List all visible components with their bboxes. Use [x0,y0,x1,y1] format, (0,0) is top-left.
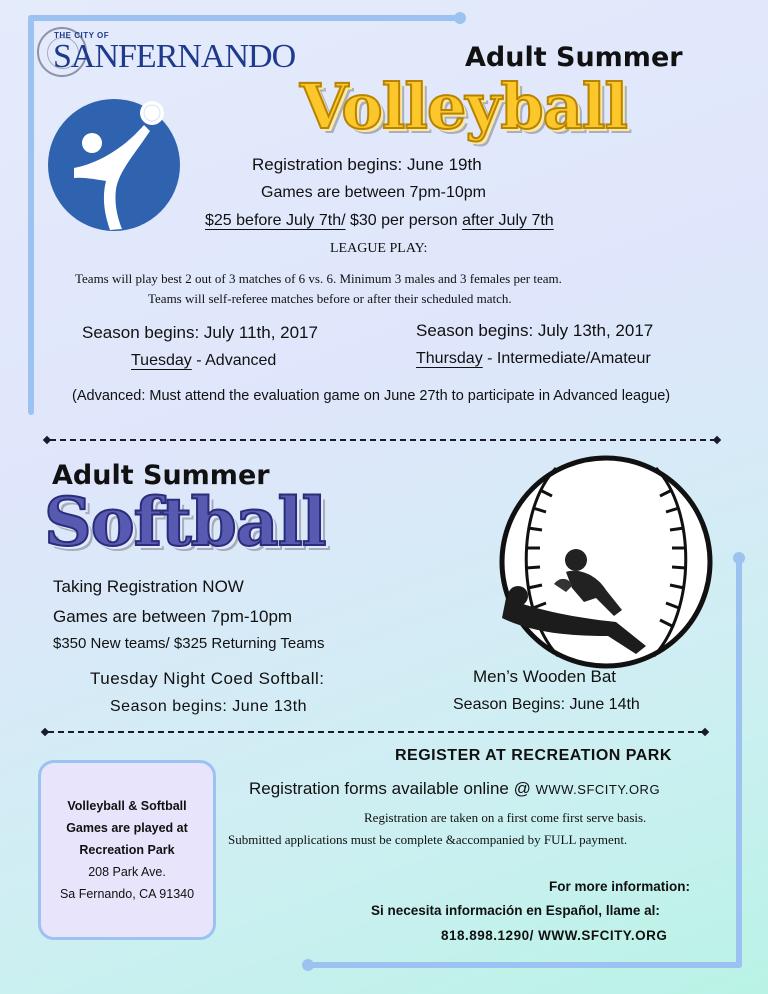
tuesday-season: Season begins: July 11th, 2017 [82,323,318,342]
volleyball-price [205,212,554,230]
venue-city: Sa Fernando, CA 91340 [59,887,195,901]
coed-title: Tuesday Night Coed Softball: [90,669,325,688]
advanced-note: (Advanced: Must attend the evaluation game on June 27th to participate in Advanced league) [72,388,671,404]
divider-1-right-diamond [713,436,721,444]
thursday-day: Thursday [416,350,483,367]
league-rules-1: Teams will play best 2 out of 3 matches of 6 vs. 6. Minimum 3 males and 3 females per team. [75,271,562,286]
mens-title: Men’s Wooden Bat [473,667,617,686]
city-logo: SANFERNANDO [53,38,296,75]
volleyball-price-per-person: $30 per person [345,212,463,229]
volleyball-games: Games are between 7pm-10pm [261,184,486,201]
volleyball-price-late: after July 7th [462,212,554,229]
thursday-level: - Intermediate/Amateur [482,350,651,367]
more-info: For more information: [549,879,690,894]
venue-line-3: Recreation Park [79,843,175,857]
volleyball-title: Volleyball [300,70,627,143]
register-online [249,779,660,799]
volleyball-pre-title: Adult Summer [465,42,683,73]
divider-2-right-diamond [701,728,709,736]
venue-line-2: Games are played at [66,821,188,835]
register-note-2: Submitted applications must be complete &accompanied by FULL payment. [228,832,628,847]
softball-player-icon [496,450,714,675]
frame-bottom-dot [302,959,314,971]
tuesday-level: - Advanced [191,352,277,369]
register-online-text: Registration forms available online @ [249,779,531,798]
tuesday-league [131,352,276,370]
thursday-season: Season begins: July 13th, 2017 [416,321,654,340]
logo-small-text: THE CITY OF [54,31,110,40]
tuesday-day: Tuesday [131,352,192,369]
frame-right [736,556,742,968]
register-note-1: Registration are taken on a first come first serve basis. [364,810,647,825]
mens-season: Season Begins: June 14th [453,696,640,713]
venue-line-1: Volleyball & Softball [67,799,187,813]
divider-2 [48,731,704,733]
venue-info-box [38,760,216,940]
frame-right-dot [733,552,745,564]
league-play-heading: LEAGUE PLAY: [330,241,428,256]
contact-phone-url: 818.898.1290/ WWW.SFCITY.ORG [441,928,668,943]
register-heading: REGISTER AT RECREATION PARK [395,747,672,764]
frame-top [28,15,460,21]
softball-pre-title: Adult Summer [52,460,270,491]
spanish-info: Si necesita información en Español, llame al: [371,903,660,918]
softball-price: $350 New teams/ $325 Returning Teams [53,635,325,652]
thursday-league [416,350,651,368]
frame-left [28,15,34,415]
softball-title: Softball [44,483,326,561]
volleyball-price-early: $25 before July 7th/ [205,212,346,229]
register-url[interactable]: WWW.SFCITY.ORG [535,782,661,797]
softball-registration: Taking Registration NOW [53,577,244,596]
frame-top-dot [454,12,466,24]
league-rules-2: Teams will self-referee matches before or after their scheduled match. [148,291,512,306]
coed-season: Season begins: June 13th [110,698,308,715]
frame-bottom [306,962,742,968]
venue-address: 208 Park Ave. [88,865,166,879]
volleyball-registration: Registration begins: June 19th [252,155,482,174]
volleyball-player-icon [44,93,184,233]
softball-games: Games are between 7pm-10pm [53,607,293,626]
divider-1 [50,439,716,441]
